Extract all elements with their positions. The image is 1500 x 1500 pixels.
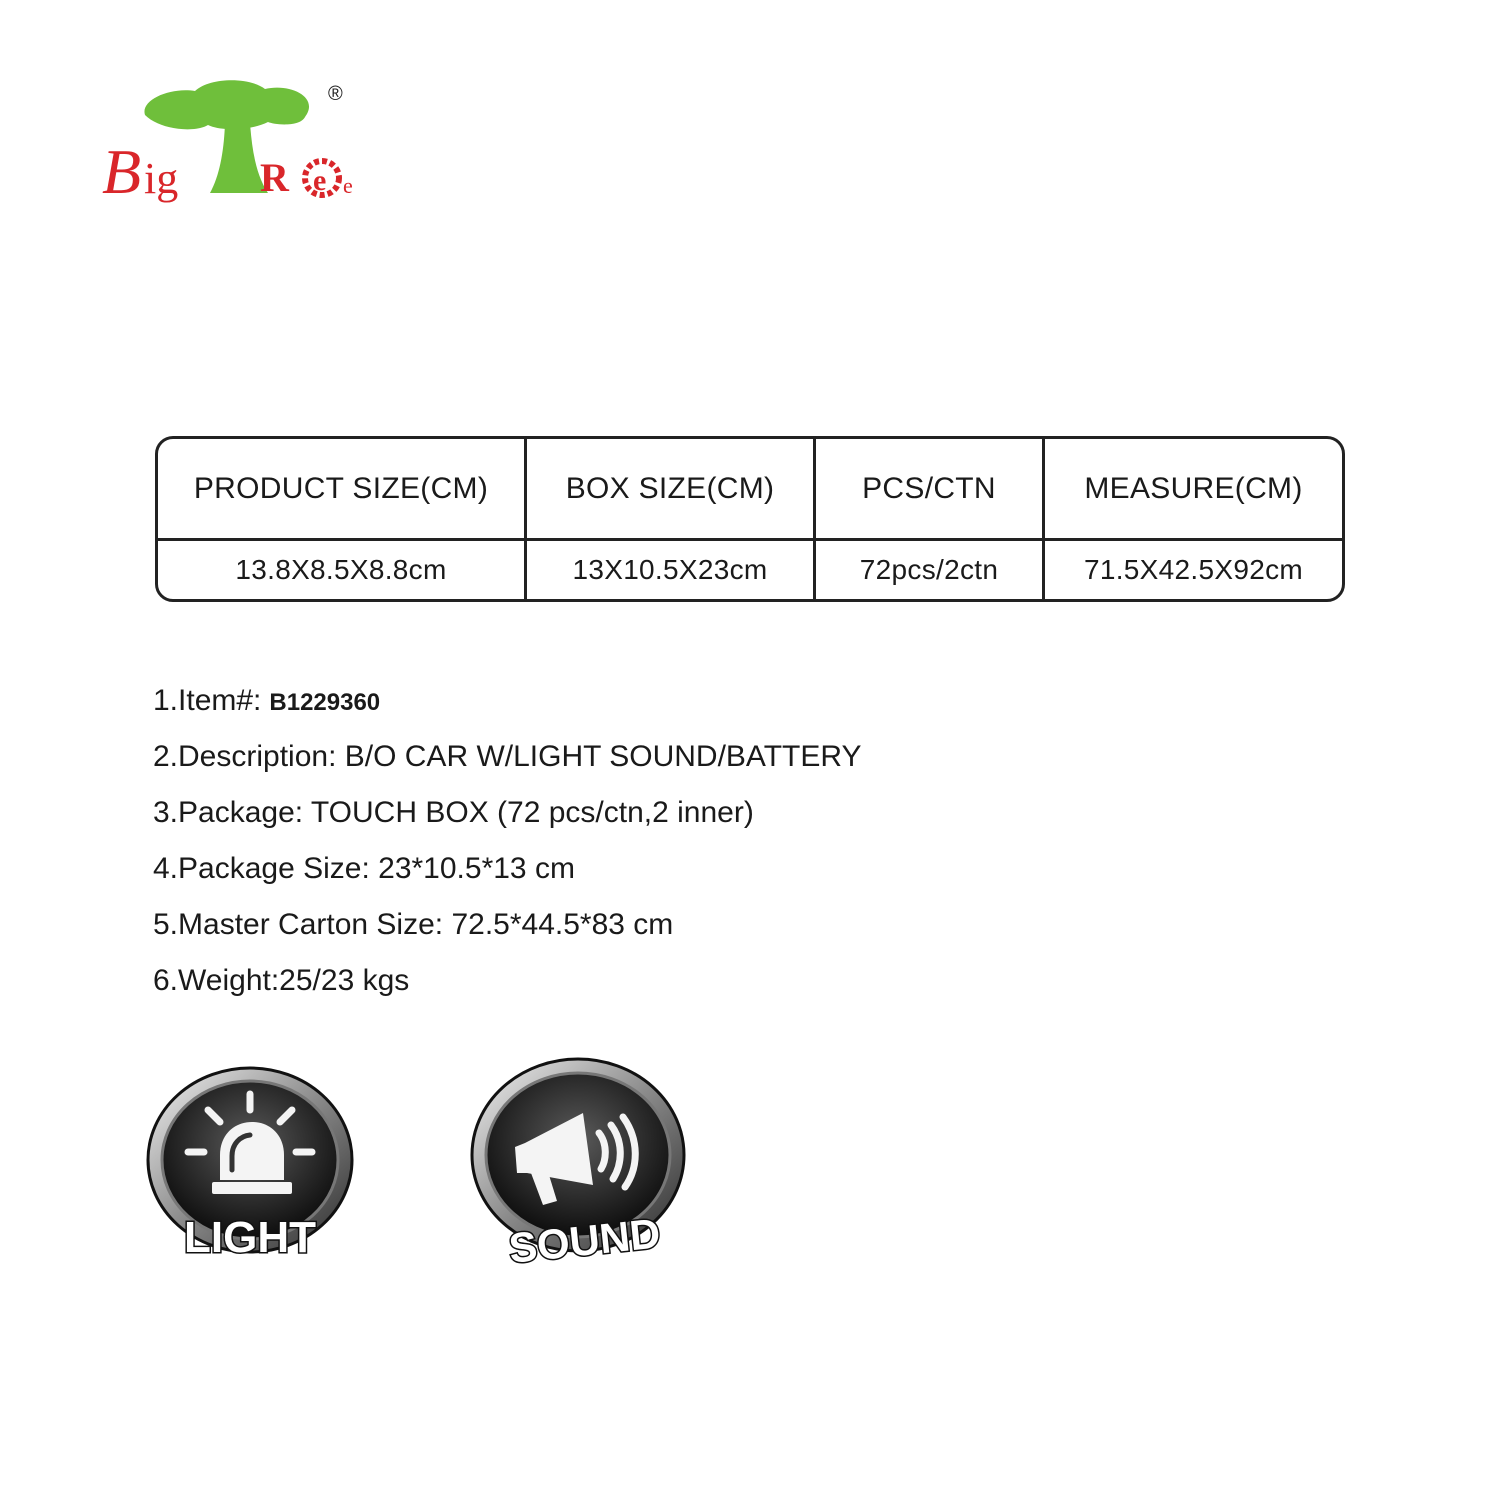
spec-package-size: 4.Package Size: 23*10.5*13 cm bbox=[153, 852, 575, 885]
header-measure: MEASURE(CM) bbox=[1045, 439, 1342, 541]
light-badge bbox=[138, 1060, 358, 1275]
svg-text:e: e bbox=[313, 164, 327, 197]
registered-mark: ® bbox=[328, 83, 343, 105]
value-product-size: 13.8X8.5X8.8cm bbox=[158, 541, 527, 599]
value-pcs-ctn: 72pcs/2ctn bbox=[816, 541, 1045, 599]
sound-label: SOUND bbox=[506, 1209, 663, 1272]
value-measure: 71.5X42.5X92cm bbox=[1083, 554, 1303, 585]
header-box-size: BOX SIZE(CM) bbox=[527, 439, 816, 541]
svg-text:B: B bbox=[102, 136, 142, 207]
size-table bbox=[155, 436, 1345, 602]
spec-list bbox=[153, 673, 862, 1009]
sound-badge bbox=[465, 1055, 695, 1275]
svg-text:ig: ig bbox=[144, 154, 179, 203]
spec-item bbox=[153, 673, 862, 729]
spec-master-carton: 5.Master Carton Size: 72.5*44.5*83 cm bbox=[153, 908, 674, 941]
svg-text:e: e bbox=[343, 173, 353, 198]
spec-package: 3.Package: TOUCH BOX (72 pcs/ctn,2 inner) bbox=[153, 796, 754, 829]
header-product-size: PRODUCT SIZE(CM) bbox=[158, 439, 527, 541]
brand-logo bbox=[100, 75, 365, 210]
value-box-size: 13X10.5X23cm bbox=[527, 541, 816, 599]
header-pcs-ctn: PCS/CTN bbox=[816, 439, 1045, 541]
tree-logo-icon bbox=[100, 75, 365, 210]
spec-weight: 6.Weight:25/23 kgs bbox=[153, 964, 410, 997]
spec-description: 2.Description: B/O CAR W/LIGHT SOUND/BATTERY bbox=[153, 740, 862, 773]
svg-text:R: R bbox=[260, 155, 289, 200]
light-label: LIGHT bbox=[184, 1213, 316, 1262]
item-code: B1229360 bbox=[269, 689, 381, 716]
item-label: 1.Item#: bbox=[153, 684, 262, 717]
